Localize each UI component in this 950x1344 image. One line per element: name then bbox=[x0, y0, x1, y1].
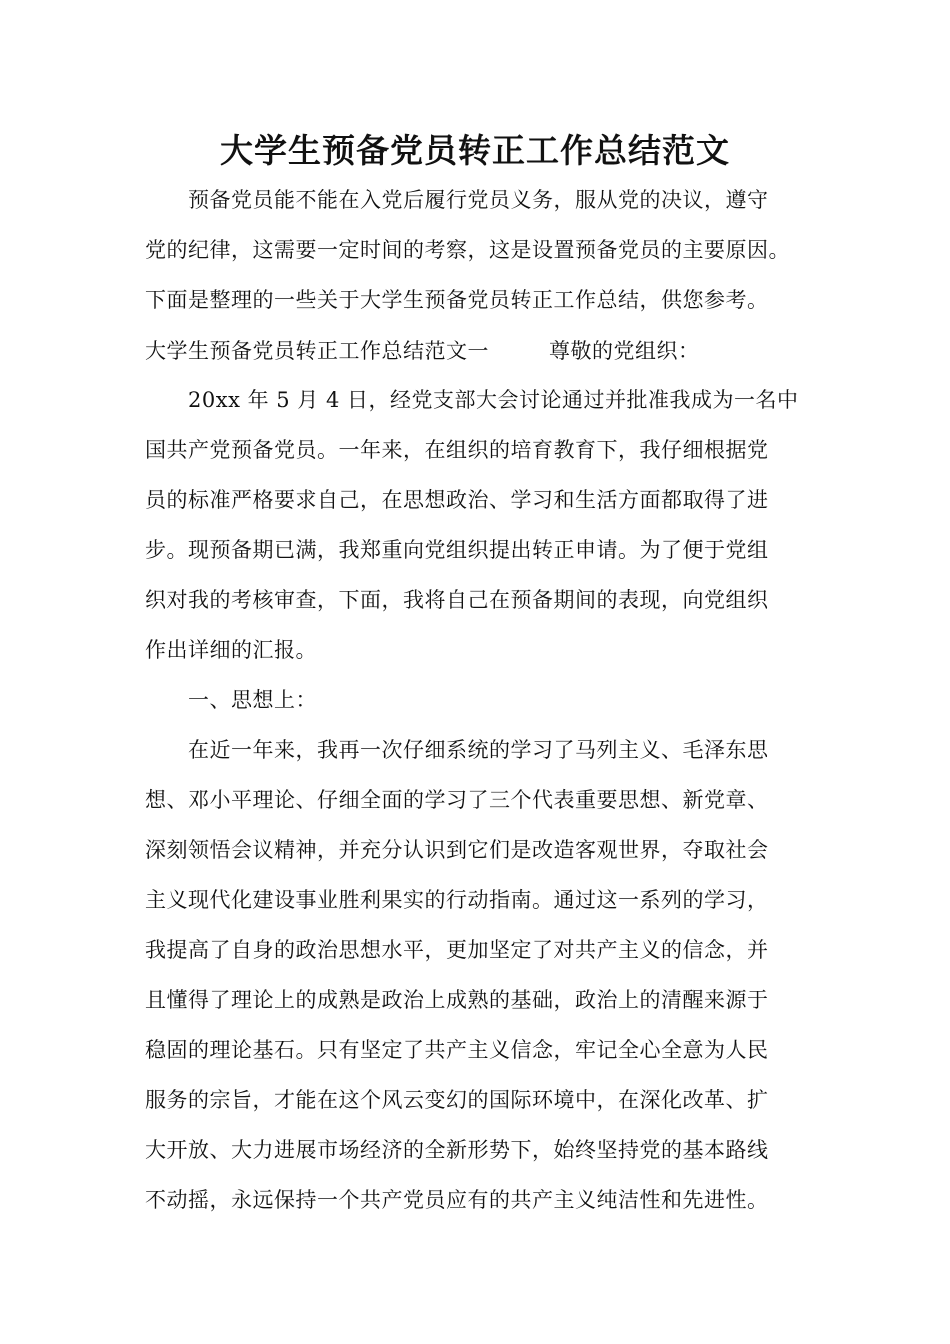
paragraph-line: 不动摇，永远保持一个共产党员应有的共产主义纯洁性和先进性。 bbox=[145, 1188, 769, 1212]
document-title: 大学生预备党员转正工作总结范文 bbox=[220, 131, 730, 170]
section-heading: 一、思想上： bbox=[188, 688, 317, 712]
paragraph-line: 织对我的考核审查，下面，我将自己在预备期间的表现，向党组织 bbox=[145, 588, 769, 612]
paragraph-line: 20xx 年 5 月 4 日，经党支部大会讨论通过并批准我成为一名中 bbox=[188, 388, 799, 412]
paragraph-line: 下面是整理的一些关于大学生预备党员转正工作总结，供您参考。 bbox=[145, 288, 769, 312]
salutation: 尊敬的党组织： bbox=[549, 339, 700, 363]
paragraph-line: 作出详细的汇报。 bbox=[145, 638, 317, 662]
section-heading-line bbox=[145, 336, 700, 366]
paragraph-line: 国共产党预备党员。一年来，在组织的培育教育下，我仔细根据党 bbox=[145, 438, 769, 462]
section-subheading: 大学生预备党员转正工作总结范文一 bbox=[145, 339, 489, 363]
paragraph-line: 我提高了自身的政治思想水平，更加坚定了对共产主义的信念，并 bbox=[145, 938, 769, 962]
paragraph-line: 员的标准严格要求自己，在思想政治、学习和生活方面都取得了进 bbox=[145, 488, 769, 512]
paragraph-line: 且懂得了理论上的成熟是政治上成熟的基础，政治上的清醒来源于 bbox=[145, 988, 769, 1012]
paragraph-line: 党的纪律，这需要一定时间的考察，这是设置预备党员的主要原因。 bbox=[145, 238, 790, 262]
paragraph-line: 深刻领悟会议精神，并充分认识到它们是改造客观世界，夺取社会 bbox=[145, 838, 769, 862]
paragraph-line: 稳固的理论基石。只有坚定了共产主义信念，牢记全心全意为人民 bbox=[145, 1038, 769, 1062]
paragraph-line: 步。现预备期已满，我郑重向党组织提出转正申请。为了便于党组 bbox=[145, 538, 769, 562]
paragraph-line: 预备党员能不能在入党后履行党员义务，服从党的决议，遵守 bbox=[188, 188, 769, 212]
paragraph-line: 想、邓小平理论、仔细全面的学习了三个代表重要思想、新党章、 bbox=[145, 788, 769, 812]
paragraph-line: 大开放、大力进展市场经济的全新形势下，始终坚持党的基本路线 bbox=[145, 1138, 769, 1162]
paragraph-line: 在近一年来，我再一次仔细系统的学习了马列主义、毛泽东思 bbox=[188, 738, 769, 762]
paragraph-line: 服务的宗旨，才能在这个风云变幻的国际环境中，在深化改革、扩 bbox=[145, 1088, 769, 1112]
paragraph-line: 主义现代化建设事业胜利果实的行动指南。通过这一系列的学习， bbox=[145, 888, 769, 912]
